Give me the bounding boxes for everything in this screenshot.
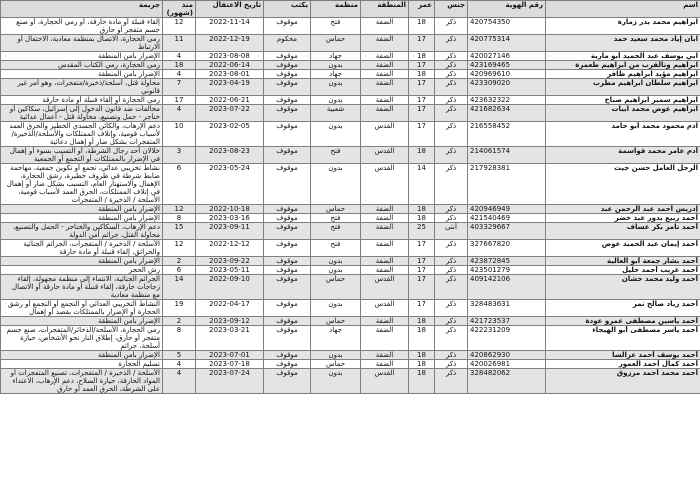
cell-region[interactable]: القدس bbox=[361, 369, 409, 394]
cell-name[interactable]: أدم عامر محمد قواسمة bbox=[546, 147, 700, 164]
cell-months[interactable]: 5 bbox=[163, 351, 196, 360]
cell-arrest-date[interactable]: 2023-09-22 bbox=[196, 257, 264, 266]
cell-org[interactable]: شعبية bbox=[311, 105, 361, 122]
cell-age[interactable]: 18 bbox=[409, 351, 435, 360]
cell-charge[interactable]: الجرائم الجنائية، الانتماء إلى منظمة مجهولة، إلقاء زجاجات حارقة، إلقاء قنبلة أو مادة حارقة أو الاتصال مع منظمة معادية bbox=[1, 275, 163, 300]
table-row[interactable] bbox=[1, 105, 700, 122]
cell-arrest-date[interactable]: 2023-05-24 bbox=[196, 164, 264, 205]
cell-sex[interactable]: ذكر bbox=[435, 96, 468, 105]
cell-status[interactable]: موقوف bbox=[264, 70, 311, 79]
cell-age[interactable]: 14 bbox=[409, 164, 435, 205]
cell-arrest-date[interactable]: 2022-11-14 bbox=[196, 18, 264, 35]
cell-arrest-date[interactable]: 2023-08-23 bbox=[196, 147, 264, 164]
cell-region[interactable]: الضفة bbox=[361, 317, 409, 326]
header-sex[interactable]: جنس bbox=[435, 1, 468, 18]
cell-region[interactable]: الضفة bbox=[361, 52, 409, 61]
table-row[interactable] bbox=[1, 35, 700, 52]
table-row[interactable] bbox=[1, 351, 700, 360]
cell-org[interactable]: جهاد bbox=[311, 70, 361, 79]
cell-id[interactable]: 420862930 bbox=[468, 351, 546, 360]
header-id[interactable]: رقم الهوية bbox=[468, 1, 546, 18]
cell-arrest-date[interactable]: 2023-02-05 bbox=[196, 122, 264, 147]
cell-arrest-date[interactable]: 2022-12-19 bbox=[196, 35, 264, 52]
cell-arrest-date[interactable]: 2023-03-21 bbox=[196, 326, 264, 351]
cell-region[interactable]: الضفة bbox=[361, 205, 409, 214]
table-row[interactable] bbox=[1, 257, 700, 266]
cell-charge[interactable]: الأسلحة / الذخيرة / المتفجرات، تصنيع المتفجرات أو المواد الحارقة، حيازة السلاح، دعم الإرهاب، الاعتداء على الشرطة، الحرق العمد أو حارق bbox=[1, 369, 163, 394]
cell-sex[interactable]: ذكر bbox=[435, 360, 468, 369]
cell-org[interactable]: حماس bbox=[311, 205, 361, 214]
cell-status[interactable]: موقوف bbox=[264, 96, 311, 105]
cell-sex[interactable]: ذكر bbox=[435, 18, 468, 35]
cell-org[interactable]: فتح bbox=[311, 214, 361, 223]
header-months[interactable]: منذ (شهور) bbox=[163, 1, 196, 18]
cell-arrest-date[interactable]: 2023-08-01 bbox=[196, 70, 264, 79]
cell-months[interactable]: 2 bbox=[163, 317, 196, 326]
cell-status[interactable]: موقوف bbox=[264, 257, 311, 266]
cell-charge[interactable]: الأسلحة / الذخيرة / المتفجرات، الجرائم الجنائية والحرائق، إلقاء قنبلة أو مادة حارقة bbox=[1, 240, 163, 257]
cell-charge[interactable]: رمي الحجارة، الاتصال بمنظمة معادية، الاحتفال أو الارتباط bbox=[1, 35, 163, 52]
cell-status[interactable]: موقوف bbox=[264, 205, 311, 214]
cell-status[interactable]: موقوف bbox=[264, 105, 311, 122]
cell-arrest-date[interactable]: 2023-08-08 bbox=[196, 52, 264, 61]
cell-sex[interactable]: ذكر bbox=[435, 300, 468, 317]
table-row[interactable] bbox=[1, 164, 700, 205]
table-row[interactable] bbox=[1, 205, 700, 214]
cell-region[interactable]: القدس bbox=[361, 147, 409, 164]
cell-charge[interactable]: دعم الإرهاب، السكاكين والخناجر - الحمل والتصنيع، محاولة القتل، جرائم أمن الدولة bbox=[1, 223, 163, 240]
cell-region[interactable]: الضفة bbox=[361, 223, 409, 240]
cell-age[interactable]: 17 bbox=[409, 61, 435, 70]
cell-charge[interactable]: رمي الحجارة أو إلقاء قنبلة أو مادة حارقة bbox=[1, 96, 163, 105]
cell-age[interactable]: 18 bbox=[409, 18, 435, 35]
cell-arrest-date[interactable]: 2023-07-24 bbox=[196, 369, 264, 394]
cell-charge[interactable]: دعم الإرهاب، والكائن الجسدي الخطير والحرق العمد لأسباب قومية، وإتلاف الممتلكات والأسلحة/الذخيرة/المتفجرات بشكل ضار أو إهمال دعائية bbox=[1, 122, 163, 147]
cell-age[interactable]: 17 bbox=[409, 275, 435, 300]
cell-id[interactable]: 423501279 bbox=[468, 266, 546, 275]
cell-sex[interactable]: ذكر bbox=[435, 35, 468, 52]
cell-months[interactable]: 14 bbox=[163, 275, 196, 300]
cell-age[interactable]: 18 bbox=[409, 70, 435, 79]
cell-arrest-date[interactable]: 2022-10-18 bbox=[196, 205, 264, 214]
cell-sex[interactable]: ذكر bbox=[435, 61, 468, 70]
cell-name[interactable]: أحمد ربيع بدور عبد خضر bbox=[546, 214, 700, 223]
header-name[interactable]: اسم bbox=[546, 1, 700, 18]
header-status[interactable]: يكتب bbox=[264, 1, 311, 18]
cell-org[interactable]: بدون bbox=[311, 164, 361, 205]
cell-months[interactable]: 12 bbox=[163, 18, 196, 35]
cell-sex[interactable]: ذكر bbox=[435, 70, 468, 79]
cell-months[interactable]: 3 bbox=[163, 147, 196, 164]
cell-id[interactable]: 409142106 bbox=[468, 275, 546, 300]
cell-status[interactable]: موقوف bbox=[264, 369, 311, 394]
cell-months[interactable]: 15 bbox=[163, 223, 196, 240]
cell-name[interactable]: أحمد تامر بكر عساف bbox=[546, 223, 700, 240]
cell-region[interactable]: القدس bbox=[361, 300, 409, 317]
cell-id[interactable]: 216558452 bbox=[468, 122, 546, 147]
cell-name[interactable]: ابراهيم ونالقرب من ابراهيم طعمرة bbox=[546, 61, 700, 70]
cell-region[interactable]: الضفة bbox=[361, 214, 409, 223]
table-row[interactable] bbox=[1, 122, 700, 147]
cell-charge[interactable]: نشاط تخريبي عدائي، تجمع أو تكوين جمعية، مهاجمة ضابط شرطة في ظروف خطيرة، رشق الحجارة، الإهمال والاستهتار العام، التسبب بشكل ضار أو إهمال في إتلاف الممتلكات، الحرق العمد لأسباب قومية، الأسلحة / الذخيرة / المتفجرات bbox=[1, 164, 163, 205]
header-region[interactable]: المنطقة bbox=[361, 1, 409, 18]
table-row[interactable] bbox=[1, 96, 700, 105]
cell-name[interactable]: ابي يوسف عبد الحميد أبو مارية bbox=[546, 52, 700, 61]
cell-region[interactable]: الضفة bbox=[361, 61, 409, 70]
cell-region[interactable]: الضفة bbox=[361, 70, 409, 79]
cell-id[interactable]: 420754350 bbox=[468, 18, 546, 35]
cell-charge[interactable]: الإضرار بأمن المنطقة bbox=[1, 70, 163, 79]
cell-org[interactable]: حماس bbox=[311, 317, 361, 326]
table-row[interactable] bbox=[1, 326, 700, 351]
cell-id[interactable]: 328483631 bbox=[468, 300, 546, 317]
cell-region[interactable]: الضفة bbox=[361, 257, 409, 266]
table-row[interactable] bbox=[1, 52, 700, 61]
cell-age[interactable]: 18 bbox=[409, 205, 435, 214]
cell-charge[interactable]: خلالان أحد رجال الشرطة، أو التسبب بسوء أو إهمال في الإضرار بالممتلكات أو التجمع أو الجمعية bbox=[1, 147, 163, 164]
cell-months[interactable]: 11 bbox=[163, 35, 196, 52]
cell-status[interactable]: موقوف bbox=[264, 61, 311, 70]
cell-arrest-date[interactable]: 2022-06-14 bbox=[196, 61, 264, 70]
cell-sex[interactable]: ذكر bbox=[435, 369, 468, 394]
cell-charge[interactable]: الإضرار بأمن المنطقة bbox=[1, 214, 163, 223]
cell-name[interactable]: آدم محمود محمد أبو حامد bbox=[546, 122, 700, 147]
cell-charge[interactable]: الإضرار بأمن المنطقة bbox=[1, 205, 163, 214]
table-row[interactable] bbox=[1, 223, 700, 240]
cell-name[interactable]: إدريس أحمد عبد الرحمن عبد bbox=[546, 205, 700, 214]
cell-org[interactable]: حماس bbox=[311, 35, 361, 52]
cell-id[interactable]: 217928381 bbox=[468, 164, 546, 205]
table-row[interactable] bbox=[1, 240, 700, 257]
table-row[interactable] bbox=[1, 79, 700, 96]
cell-status[interactable]: موقوف bbox=[264, 214, 311, 223]
cell-age[interactable]: 17 bbox=[409, 105, 435, 122]
cell-age[interactable]: 17 bbox=[409, 122, 435, 147]
cell-id[interactable]: 420946949 bbox=[468, 205, 546, 214]
cell-months[interactable]: 6 bbox=[163, 266, 196, 275]
cell-name[interactable]: ابراهيم مؤيد ابراهيم ظافر bbox=[546, 70, 700, 79]
table-row[interactable] bbox=[1, 147, 700, 164]
cell-months[interactable]: 4 bbox=[163, 70, 196, 79]
cell-charge[interactable]: الإضرار بأمن المنطقة bbox=[1, 351, 163, 360]
cell-id[interactable]: 423632322 bbox=[468, 96, 546, 105]
cell-region[interactable]: الضفة bbox=[361, 35, 409, 52]
cell-charge[interactable]: الإضرار بأمن المنطقة bbox=[1, 257, 163, 266]
cell-age[interactable]: 17 bbox=[409, 35, 435, 52]
table-row[interactable] bbox=[1, 360, 700, 369]
cell-name[interactable]: ابراهيم سمير ابراهيم صباح bbox=[546, 96, 700, 105]
cell-age[interactable]: 25 bbox=[409, 223, 435, 240]
cell-org[interactable]: فتح bbox=[311, 223, 361, 240]
cell-id[interactable]: 420027146 bbox=[468, 52, 546, 61]
cell-sex[interactable]: ذكر bbox=[435, 164, 468, 205]
table-row[interactable] bbox=[1, 369, 700, 394]
cell-region[interactable]: الضفة bbox=[361, 105, 409, 122]
cell-arrest-date[interactable]: 2022-09-10 bbox=[196, 275, 264, 300]
cell-arrest-date[interactable]: 2022-04-17 bbox=[196, 300, 264, 317]
cell-org[interactable]: بدون bbox=[311, 79, 361, 96]
cell-name[interactable]: أحمد محمد أحمد مرزوق bbox=[546, 369, 700, 394]
cell-id[interactable]: 214061574 bbox=[468, 147, 546, 164]
cell-status[interactable]: موقوف bbox=[264, 122, 311, 147]
cell-org[interactable]: بدون bbox=[311, 351, 361, 360]
header-arrest-date[interactable]: تاريخ الاعتقال bbox=[196, 1, 264, 18]
cell-months[interactable]: 4 bbox=[163, 52, 196, 61]
cell-region[interactable]: القدس bbox=[361, 122, 409, 147]
cell-months[interactable]: 4 bbox=[163, 360, 196, 369]
header-charge[interactable]: جريمة bbox=[1, 1, 163, 18]
cell-arrest-date[interactable]: 2023-07-22 bbox=[196, 105, 264, 122]
cell-status[interactable]: موقوف bbox=[264, 240, 311, 257]
cell-name[interactable]: الرجل العامل حسن جيث bbox=[546, 164, 700, 205]
cell-charge[interactable]: إلقاء قنبلة أو مادة حارقة، أو رمي الحجارة، أو صنع جسم متفجر أو حارق bbox=[1, 18, 163, 35]
cell-region[interactable]: الضفة bbox=[361, 326, 409, 351]
cell-name[interactable]: ابراهيم عوض محمد ابيات bbox=[546, 105, 700, 122]
cell-region[interactable]: الضفة bbox=[361, 96, 409, 105]
cell-months[interactable]: 12 bbox=[163, 240, 196, 257]
cell-arrest-date[interactable]: 2023-07-18 bbox=[196, 360, 264, 369]
cell-name[interactable]: أحمد غريب أحمد خليل bbox=[546, 266, 700, 275]
cell-charge[interactable]: رمي الحجارة، الأسلحة/الذخائر/المتفجرات، صنع جسم متفجر أو حارق، إطلاق النار نحو الأشخاص، حيازة أسلحة، جرائم bbox=[1, 326, 163, 351]
cell-sex[interactable]: ذكر bbox=[435, 240, 468, 257]
cell-months[interactable]: 12 bbox=[163, 205, 196, 214]
cell-status[interactable]: موقوف bbox=[264, 275, 311, 300]
cell-org[interactable]: بدون bbox=[311, 61, 361, 70]
cell-age[interactable]: 18 bbox=[409, 214, 435, 223]
cell-status[interactable]: موقوف bbox=[264, 317, 311, 326]
table-body bbox=[1, 18, 700, 394]
cell-charge[interactable]: تسليم الحجارة bbox=[1, 360, 163, 369]
cell-arrest-date[interactable]: 2023-09-12 bbox=[196, 317, 264, 326]
cell-id[interactable]: 423169465 bbox=[468, 61, 546, 70]
cell-sex[interactable]: ذكر bbox=[435, 205, 468, 214]
cell-sex[interactable]: ذكر bbox=[435, 79, 468, 96]
cell-age[interactable]: 18 bbox=[409, 147, 435, 164]
cell-months[interactable]: 8 bbox=[163, 214, 196, 223]
table-row[interactable] bbox=[1, 18, 700, 35]
cell-sex[interactable]: أنثى bbox=[435, 223, 468, 240]
cell-name[interactable]: أحمد وليد محمد خشان bbox=[546, 275, 700, 300]
cell-arrest-date[interactable]: 2022-06-21 bbox=[196, 96, 264, 105]
cell-name[interactable]: أحمد كمال أحمد العمور bbox=[546, 360, 700, 369]
cell-sex[interactable]: ذكر bbox=[435, 147, 468, 164]
cell-org[interactable]: بدون bbox=[311, 122, 361, 147]
cell-name[interactable]: ابراهيم محمد بدر زمارة bbox=[546, 18, 700, 35]
cell-org[interactable]: بدون bbox=[311, 266, 361, 275]
cell-region[interactable]: الضفة bbox=[361, 240, 409, 257]
cell-months[interactable]: 17 bbox=[163, 96, 196, 105]
cell-status[interactable]: محكوم bbox=[264, 35, 311, 52]
cell-id[interactable]: 423309020 bbox=[468, 79, 546, 96]
cell-status[interactable]: موقوف bbox=[264, 147, 311, 164]
cell-status[interactable]: موقوف bbox=[264, 164, 311, 205]
cell-name[interactable]: ابراهيم سلطان ابراهيم مطرب bbox=[546, 79, 700, 96]
cell-status[interactable]: موقوف bbox=[264, 300, 311, 317]
cell-region[interactable]: القدس bbox=[361, 275, 409, 300]
cell-arrest-date[interactable]: 2023-07-01 bbox=[196, 351, 264, 360]
cell-name[interactable]: أحمد ياسين مصطفى عمرو عودة bbox=[546, 317, 700, 326]
cell-charge[interactable]: رمي الحجارة، رمي الكتاب المقدس bbox=[1, 61, 163, 70]
table-row[interactable] bbox=[1, 61, 700, 70]
cell-charge[interactable]: النشاط التخريبي العدائي أو التجمع أو التجمع أو رشق الحجارة أو الإضرار بالممتلكات بقصد أو إهمال bbox=[1, 300, 163, 317]
cell-age[interactable]: 18 bbox=[409, 369, 435, 394]
cell-age[interactable]: 17 bbox=[409, 257, 435, 266]
cell-sex[interactable]: ذكر bbox=[435, 257, 468, 266]
cell-months[interactable]: 18 bbox=[163, 61, 196, 70]
cell-id[interactable]: 421723537 bbox=[468, 317, 546, 326]
cell-sex[interactable]: ذكر bbox=[435, 326, 468, 351]
cell-months[interactable]: 4 bbox=[163, 105, 196, 122]
cell-status[interactable]: موقوف bbox=[264, 223, 311, 240]
cell-sex[interactable]: ذكر bbox=[435, 351, 468, 360]
cell-org[interactable]: بدون bbox=[311, 96, 361, 105]
cell-region[interactable]: الضفة bbox=[361, 351, 409, 360]
cell-id[interactable]: 420026981 bbox=[468, 360, 546, 369]
cell-status[interactable]: موقوف bbox=[264, 52, 311, 61]
cell-sex[interactable]: ذكر bbox=[435, 275, 468, 300]
cell-age[interactable]: 17 bbox=[409, 79, 435, 96]
cell-sex[interactable]: ذكر bbox=[435, 105, 468, 122]
cell-arrest-date[interactable]: 2023-09-11 bbox=[196, 223, 264, 240]
cell-region[interactable]: الضفة bbox=[361, 79, 409, 96]
cell-region[interactable]: القدس bbox=[361, 164, 409, 205]
cell-arrest-date[interactable]: 2022-12-12 bbox=[196, 240, 264, 257]
cell-id[interactable]: 423872845 bbox=[468, 257, 546, 266]
cell-sex[interactable]: ذكر bbox=[435, 122, 468, 147]
cell-age[interactable]: 18 bbox=[409, 326, 435, 351]
cell-age[interactable]: 18 bbox=[409, 52, 435, 61]
cell-age[interactable]: 17 bbox=[409, 300, 435, 317]
cell-months[interactable]: 2 bbox=[163, 257, 196, 266]
header-org[interactable]: منظمة bbox=[311, 1, 361, 18]
cell-org[interactable]: فتح bbox=[311, 147, 361, 164]
cell-age[interactable]: 17 bbox=[409, 96, 435, 105]
cell-org[interactable]: حماس bbox=[311, 360, 361, 369]
cell-name[interactable]: أحمد زياد صالح نمر bbox=[546, 300, 700, 317]
cell-arrest-date[interactable]: 2023-04-19 bbox=[196, 79, 264, 96]
header-row bbox=[1, 1, 700, 18]
cell-id[interactable]: 420775314 bbox=[468, 35, 546, 52]
table-row[interactable] bbox=[1, 266, 700, 275]
cell-org[interactable]: بدون bbox=[311, 369, 361, 394]
table-row[interactable] bbox=[1, 70, 700, 79]
cell-age[interactable]: 18 bbox=[409, 317, 435, 326]
cell-sex[interactable]: ذكر bbox=[435, 52, 468, 61]
table-row[interactable] bbox=[1, 214, 700, 223]
cell-status[interactable]: موقوف bbox=[264, 360, 311, 369]
cell-region[interactable]: الضفة bbox=[361, 18, 409, 35]
cell-org[interactable]: فتح bbox=[311, 240, 361, 257]
cell-org[interactable]: جهاد bbox=[311, 326, 361, 351]
cell-org[interactable]: حماس bbox=[311, 275, 361, 300]
cell-org[interactable]: فتح bbox=[311, 18, 361, 35]
cell-id[interactable]: 421682634 bbox=[468, 105, 546, 122]
table-row[interactable] bbox=[1, 317, 700, 326]
cell-status[interactable]: موقوف bbox=[264, 326, 311, 351]
cell-name[interactable]: أحمد يوسف أحمد عزالسا bbox=[546, 351, 700, 360]
cell-status[interactable]: موقوف bbox=[264, 79, 311, 96]
cell-id[interactable]: 420969610 bbox=[468, 70, 546, 79]
cell-charge[interactable]: الإضرار بأمن المنطقة bbox=[1, 317, 163, 326]
cell-name[interactable]: ابان إياد محمد سعيد حمد bbox=[546, 35, 700, 52]
cell-arrest-date[interactable]: 2023-05-11 bbox=[196, 266, 264, 275]
cell-status[interactable]: موقوف bbox=[264, 266, 311, 275]
cell-org[interactable]: بدون bbox=[311, 257, 361, 266]
cell-name[interactable]: أحمد بشار جمعة أبو العالية bbox=[546, 257, 700, 266]
header-age[interactable]: عمر bbox=[409, 1, 435, 18]
cell-months[interactable]: 6 bbox=[163, 164, 196, 205]
cell-sex[interactable]: ذكر bbox=[435, 266, 468, 275]
cell-sex[interactable]: ذكر bbox=[435, 214, 468, 223]
cell-id[interactable]: 327667820 bbox=[468, 240, 546, 257]
table-row[interactable] bbox=[1, 275, 700, 300]
cell-sex[interactable]: ذكر bbox=[435, 317, 468, 326]
cell-months[interactable]: 4 bbox=[163, 369, 196, 394]
cell-region[interactable]: الضفة bbox=[361, 360, 409, 369]
cell-id[interactable]: 422231209 bbox=[468, 326, 546, 351]
cell-months[interactable]: 8 bbox=[163, 326, 196, 351]
cell-name[interactable]: أحمد إيمان عبد الحميد عوض bbox=[546, 240, 700, 257]
cell-months[interactable]: 19 bbox=[163, 300, 196, 317]
cell-arrest-date[interactable]: 2023-03-16 bbox=[196, 214, 264, 223]
cell-id[interactable]: 403329667 bbox=[468, 223, 546, 240]
cell-id[interactable]: 328482062 bbox=[468, 369, 546, 394]
cell-status[interactable]: موقوف bbox=[264, 18, 311, 35]
table-row[interactable] bbox=[1, 300, 700, 317]
cell-name[interactable]: أحمد ياسر مصطفى أبو الهيجاء bbox=[546, 326, 700, 351]
cell-id[interactable]: 421540469 bbox=[468, 214, 546, 223]
cell-age[interactable]: 17 bbox=[409, 240, 435, 257]
cell-age[interactable]: 17 bbox=[409, 266, 435, 275]
cell-status[interactable]: موقوف bbox=[264, 351, 311, 360]
cell-region[interactable]: الضفة bbox=[361, 266, 409, 275]
cell-charge[interactable]: مخالفات ضد قانون الدخول إلى إسرائيل، سكاكين أو خناجر - حمل وتصنيع، محاولة قتل - أعمال عدائية bbox=[1, 105, 163, 122]
cell-org[interactable]: جهاد bbox=[311, 52, 361, 61]
cell-months[interactable]: 10 bbox=[163, 122, 196, 147]
cell-charge[interactable]: الإضرار بأمن المنطقة bbox=[1, 52, 163, 61]
cell-charge[interactable]: رش الحجر bbox=[1, 266, 163, 275]
cell-age[interactable]: 18 bbox=[409, 360, 435, 369]
cell-months[interactable]: 7 bbox=[163, 79, 196, 96]
cell-org[interactable]: بدون bbox=[311, 300, 361, 317]
cell-charge[interactable]: محاولة قتل، أسلحة/ذخيرة/متفجرات، وهو أمر غير قانوني bbox=[1, 79, 163, 96]
